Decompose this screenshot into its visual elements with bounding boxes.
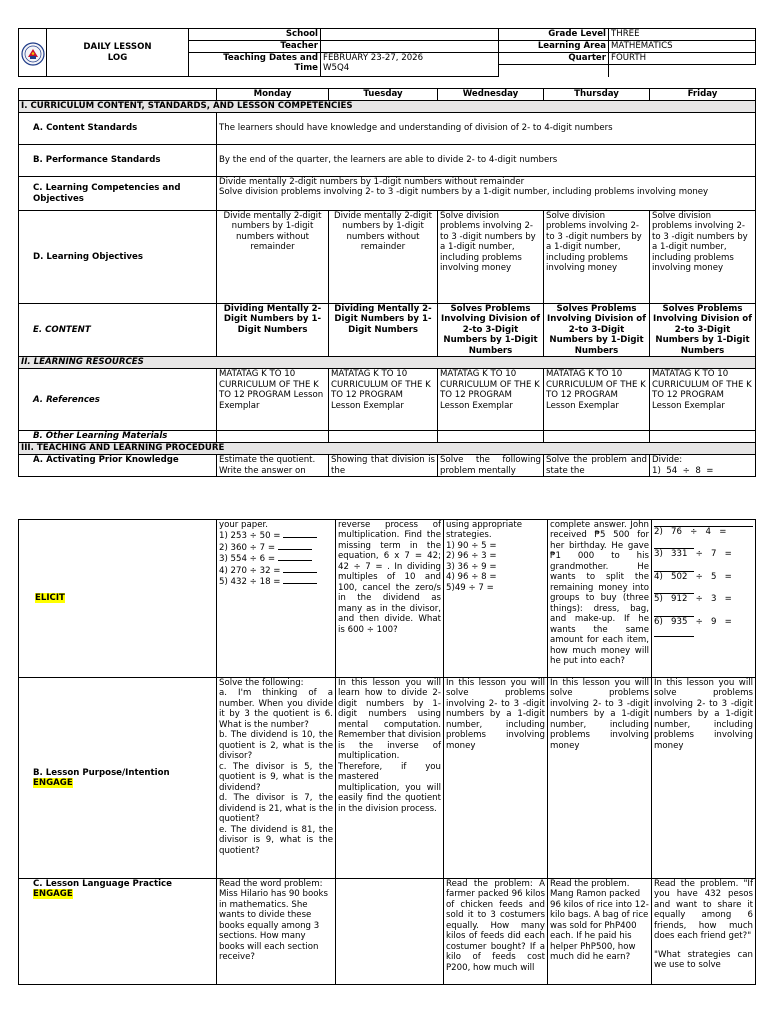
elicit-monday-item: 3) 554 ÷ 6 = bbox=[219, 553, 333, 564]
deped-seal-cell bbox=[19, 29, 47, 77]
activating-friday: Divide: 1) 54 ÷ 8 = bbox=[650, 455, 756, 477]
reference-tuesday: MATATAG K TO 10 CURRICULUM OF THE K TO 12 PROGRAM Lesson Exemplar bbox=[329, 369, 438, 431]
competencies-value bbox=[217, 177, 756, 211]
lesson-purpose-label-cell bbox=[19, 678, 217, 879]
performance-standards-value: By the end of the quarter, the learners are able to divide 2- to 4-digit numbers bbox=[217, 145, 756, 177]
lesson-purpose-monday: Solve the following: a. I'm thinking of a number. When you divide it by 3 the quotient is 6. What is the number? b. The dividend is 10, the quotient is 2, what is the divisor? c. The divisor is 5, the quotient is 9, what is the dividend? d. The divisor is 7, the dividend is 21, what is the quotient? e. The dividend is 81, the divisor is 9, what is the quotient? bbox=[217, 678, 336, 879]
language-practice-monday: Read the word problem: Miss Hilario has 90 books in mathematics. She wants to divide these books equally among 3 sections. How many books will each section receive? bbox=[217, 879, 336, 985]
day-header-monday: Monday bbox=[217, 89, 329, 101]
reference-monday: MATATAG K TO 10 CURRICULUM OF THE K TO 12 PROGRAM Lesson Exemplar bbox=[217, 369, 329, 431]
section-learning-resources: II. LEARNING RESOURCES bbox=[19, 357, 756, 369]
school-value bbox=[321, 29, 499, 41]
grade-level-label: Grade Level bbox=[499, 29, 609, 41]
day-header-tuesday: Tuesday bbox=[329, 89, 438, 101]
elicit-monday: your paper. 1) 253 ÷ 50 = 2) 360 ÷ 7 = 3) 554 ÷ 6 = 4) 270 ÷ 32 = 5) 432 ÷ 18 = bbox=[217, 520, 336, 678]
friday-item: 6) 935 ÷ 9 = bbox=[654, 616, 732, 627]
activating-prior-knowledge-label: A. Activating Prior Knowledge bbox=[19, 455, 217, 477]
competency-line-1: Divide mentally 2-digit numbers by 1-digit numbers without remainder bbox=[219, 177, 525, 187]
deped-seal-icon bbox=[21, 42, 45, 66]
objective-wednesday: Solve division problems involving 2- to 3 -digit numbers by a 1-digit number, including problems involving money bbox=[438, 211, 544, 304]
content-label: E. CONTENT bbox=[19, 304, 217, 357]
lesson-purpose-tuesday: In this lesson you will learn how to divide 2-digit numbers by 1-digit numbers using mental computation. Remember that division is the inverse of multiplication. Therefore, if you mastered multiplication, you will easily find the quotient in the division process. bbox=[336, 678, 444, 879]
competency-line-2: Solve division problems involving 2- to 3 -digit numbers by a 1-digit number, including problems involving money bbox=[219, 187, 709, 198]
elicit-tuesday: reverse process of multiplication. Find the missing term in the equation, 6 x 7 = 42; 42 ÷ 7 = . In dividing multiples of 10 and 100, cancel the zero/s in the dividend as many as in the divisor, and then divide. What is 600 ÷ 100? bbox=[336, 520, 444, 678]
language-practice-friday: Read the problem. "If you have 432 pesos and want to share it equally among 6 friends, how much does each friend get?" "What strategies can we use to solve bbox=[652, 879, 756, 985]
content-wednesday: Solves Problems Involving Division of 2-to 3-Digit Numbers by 1-Digit Numbers bbox=[438, 304, 544, 357]
teaching-dates-label: Teaching Dates and Time bbox=[189, 53, 321, 77]
lesson-log-table-page-1 bbox=[18, 88, 756, 477]
day-header-thursday: Thursday bbox=[544, 89, 650, 101]
elicit-monday-item: 1) 253 ÷ 50 = bbox=[219, 530, 333, 541]
lesson-purpose-label: B. Lesson Purpose/Intention bbox=[33, 767, 170, 778]
activating-monday: Estimate the quotient. Write the answer on bbox=[217, 455, 329, 477]
elicit-wednesday: using appropriate strategies. 1) 90 ÷ 5 = 2) 96 ÷ 3 = 3) 36 ÷ 9 = 4) 96 ÷ 8 = 5)49 ÷ 7 = bbox=[444, 520, 548, 678]
elicit-monday-item: 5) 432 ÷ 18 = bbox=[219, 576, 333, 587]
learning-area-value: MATHEMATICS bbox=[609, 41, 756, 53]
lesson-log-table-page-2 bbox=[18, 519, 756, 985]
day-header-wednesday: Wednesday bbox=[438, 89, 544, 101]
references-label: A. References bbox=[19, 369, 217, 431]
friday-item-1: 1) 54 ÷ 8 = bbox=[652, 465, 714, 476]
language-practice-tuesday bbox=[336, 879, 444, 985]
lesson-purpose-friday: In this lesson you will solve problems involving 2- to 3 -digit numbers by a 1-digit number, including problems involving money bbox=[652, 678, 756, 879]
reference-friday: MATATAG K TO 10 CURRICULUM OF THE K TO 12 PROGRAM Lesson Exemplar bbox=[650, 369, 756, 431]
activating-tuesday: Showing that division is the bbox=[329, 455, 438, 477]
language-practice-wednesday: Read the problem: A farmer packed 96 kilos of chicken feeds and sold it to 3 costumers equally. How many kilos of feeds did each costumer bought? If a kilo of feeds cost P200, how much will bbox=[444, 879, 548, 985]
quarter-value: FOURTH bbox=[609, 53, 756, 65]
quarter-label: Quarter bbox=[499, 53, 609, 65]
content-friday: Solves Problems Involving Division of 2-to 3-Digit Numbers by 1-Digit Numbers bbox=[650, 304, 756, 357]
lesson-purpose-wednesday: In this lesson you will solve problems involving 2- to 3 -digit numbers by a 1-digit number, including problems involving money bbox=[444, 678, 548, 879]
reference-wednesday: MATATAG K TO 10 CURRICULUM OF THE K TO 12 PROGRAM Lesson Exemplar bbox=[438, 369, 544, 431]
content-standards-label: A. Content Standards bbox=[19, 113, 217, 145]
learning-objectives-label: D. Learning Objectives bbox=[19, 211, 217, 304]
objective-thursday: Solve division problems involving 2- to 3 -digit numbers by a 1-digit number, including problems involving money bbox=[544, 211, 650, 304]
teacher-value bbox=[321, 41, 499, 53]
lesson-language-practice-label: C. Lesson Language Practice bbox=[33, 879, 172, 889]
section-curriculum-content: I. CURRICULUM CONTENT, STANDARDS, AND LESSON COMPETENCIES bbox=[19, 101, 756, 113]
teacher-label: Teacher bbox=[189, 41, 321, 53]
daily-lesson-log-title: DAILY LESSON LOG bbox=[47, 29, 189, 77]
reference-thursday: MATATAG K TO 10 CURRICULUM OF THE K TO 12 PROGRAM Lesson Exemplar bbox=[544, 369, 650, 431]
competencies-label: C. Learning Competencies and Objectives bbox=[19, 177, 217, 211]
language-practice-thursday: Read the problem. Mang Ramon packed 96 kilos of rice into 12-kilo bags. A bag of rice was sold for PhP400 each. If he paid his helper PhP500, how much did he earn? bbox=[548, 879, 652, 985]
content-monday: Dividing Mentally 2-Digit Numbers by 1-Digit Numbers bbox=[217, 304, 329, 357]
friday-item: 2) 76 ÷ 4 = bbox=[654, 526, 753, 537]
activating-thursday: Solve the problem and state the bbox=[544, 455, 650, 477]
grade-level-value: THREE bbox=[609, 29, 756, 41]
engage-label: ENGAGE bbox=[33, 889, 73, 900]
teaching-dates-value: FEBRUARY 23-27, 2026 W5Q4 bbox=[321, 53, 499, 77]
learning-area-label: Learning Area bbox=[499, 41, 609, 53]
elicit-thursday: complete answer. John received ₱5 500 for her birthday. He gave ₱1 000 to his grandmother. He wants to split the remaining money into groups to buy (three things): dress, bag, and make-up. If he wants the same amount for each item, how much money will he put into each? bbox=[548, 520, 652, 678]
other-materials-label: B. Other Learning Materials bbox=[19, 431, 217, 443]
content-standards-value: The learners should have knowledge and understanding of division of 2- to 4-digit numbers bbox=[217, 113, 756, 145]
school-label: School bbox=[189, 29, 321, 41]
activating-wednesday: Solve the following problem mentally bbox=[438, 455, 544, 477]
friday-item: 4) 502 ÷ 5 = bbox=[654, 571, 732, 582]
objective-friday: Solve division problems involving 2- to 3 -digit numbers by a 1-digit number, including problems involving money bbox=[650, 211, 756, 304]
header-table bbox=[18, 28, 756, 77]
content-tuesday: Dividing Mentally 2-Digit Numbers by 1-Digit Numbers bbox=[329, 304, 438, 357]
performance-standards-label: B. Performance Standards bbox=[19, 145, 217, 177]
engage-label: ENGAGE bbox=[33, 778, 73, 788]
friday-item: 3) 331 ÷ 7 = bbox=[654, 549, 732, 560]
section-teaching-procedure: III. TEACHING AND LEARNING PROCEDURE bbox=[19, 443, 756, 455]
objective-tuesday: Divide mentally 2-digit numbers by 1-digit numbers without remainder bbox=[329, 211, 438, 304]
elicit-friday bbox=[652, 520, 756, 678]
day-header-friday: Friday bbox=[650, 89, 756, 101]
content-thursday: Solves Problems Involving Division of 2-to 3-Digit Numbers by 1-Digit Numbers bbox=[544, 304, 650, 357]
elicit-label-cell bbox=[19, 520, 217, 678]
elicit-monday-item: 2) 360 ÷ 7 = bbox=[219, 542, 333, 553]
lesson-language-practice-label-cell bbox=[19, 879, 217, 985]
friday-item: 5) 912 ÷ 3 = bbox=[654, 594, 732, 605]
elicit-label: ELICIT bbox=[35, 593, 65, 604]
elicit-monday-item: 4) 270 ÷ 32 = bbox=[219, 565, 333, 576]
objective-monday: Divide mentally 2-digit numbers by 1-digit numbers without remainder bbox=[217, 211, 329, 304]
lesson-purpose-thursday: In this lesson you will solve problems involving 2- to 3 -digit numbers by a 1-digit number, including problems involving money bbox=[548, 678, 652, 879]
